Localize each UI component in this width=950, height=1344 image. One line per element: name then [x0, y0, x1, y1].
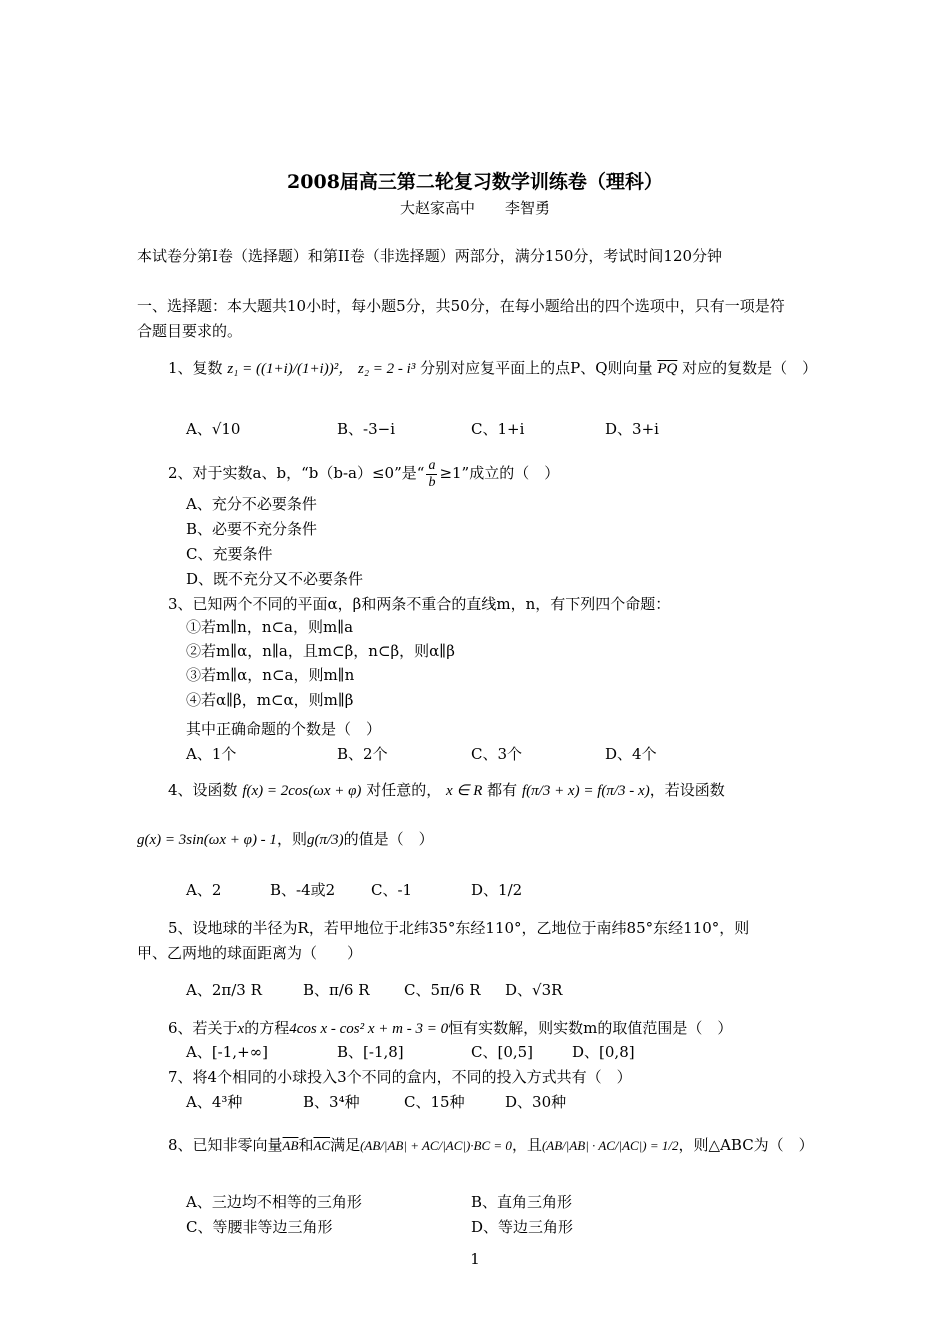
- q3-proposition-3: ③若m∥α，n⊂a，则m∥n: [186, 666, 355, 684]
- q8-condition-2: (AB/|AB| · AC/|AC|) = 1/2: [541, 1138, 679, 1153]
- q1-option-b: B、-3−i: [337, 420, 396, 438]
- q7-option-a: A、4³种: [186, 1093, 243, 1111]
- q1-option-c: C、1+i: [471, 420, 525, 438]
- question-5-line2: 甲、乙两地的球面距离为（ ）: [137, 944, 363, 962]
- q6-equation: 4cos x - cos² x + m - 3 = 0: [289, 1021, 449, 1037]
- question-8: 8、已知非零向量$\overline{AB}$和$\overline{AC}$满足(AB/|AB| + AC/|AC|)·BC = 0，且(AB/|AB| · AC/|AC|) = 1/2，则△ABC为（ ）: [168, 1136, 814, 1154]
- q6-option-d: D、[0,8]: [572, 1043, 635, 1061]
- q3-option-a: A、1个: [186, 745, 237, 763]
- q8-option-c: C、等腰非等边三角形: [186, 1218, 333, 1236]
- q6-option-a: A、[-1,+∞]: [186, 1043, 268, 1061]
- q5-option-d: D、√3R: [505, 981, 563, 999]
- q8-option-b: B、直角三角形: [471, 1193, 573, 1211]
- q5-option-b: B、π/6 R: [303, 981, 370, 999]
- section-heading-line1: 一、选择题：本大题共10小时，每小题5分，共50分，在每小题给出的四个选项中，只有一项是符: [137, 297, 785, 315]
- question-4-line2: g(x) = 3sin(ωx + φ) - 1，则g(π/3)的值是（ ）: [137, 830, 434, 848]
- q1-z1: z₁ = ((1+i)/(1+i))²，: [227, 361, 354, 377]
- q3-proposition-1: ①若m∥n，n⊂a，则m∥a: [186, 618, 354, 636]
- q3-option-c: C、3个: [471, 745, 523, 763]
- q8-option-a: A、三边均不相等的三角形: [186, 1193, 362, 1211]
- q3-question: 其中正确命题的个数是（ ）: [186, 720, 382, 738]
- q1-z2: z₂ = 2 - i³: [358, 361, 416, 377]
- q1-option-d: D、3+i: [605, 420, 659, 438]
- q2-fraction: $\frac{a}{b}$: [428, 457, 436, 490]
- question-6: 6、若关于x的方程4cos x - cos² x + m - 3 = 0恒有实数解，则实数m的取值范围是（ ）: [168, 1019, 733, 1037]
- section-heading-line2: 合题目要求的。: [137, 322, 243, 340]
- q7-option-b: B、3⁴种: [303, 1093, 360, 1111]
- q4-domain: x ∈ R: [446, 783, 483, 799]
- author-line: 大赵家高中 李智勇: [399, 199, 550, 217]
- q4-option-a: A、2: [186, 881, 222, 899]
- q2-option-a: A、充分不必要条件: [186, 495, 317, 513]
- question-3: 3、已知两个不同的平面α，β和两条不重合的直线m，n，有下列四个命题：: [168, 595, 671, 613]
- question-5-line1: 5、设地球的半径为R，若甲地位于北纬35°东经110°，乙地位于南纬85°东经110°，则: [168, 919, 750, 937]
- q6-option-c: C、[0,5]: [471, 1043, 534, 1061]
- q4-function-f: f(x) = 2cos(ωx + φ): [242, 783, 362, 799]
- question-7: 7、将4个相同的小球投入3个不同的盒内，不同的投入方式共有（ ）: [168, 1068, 632, 1086]
- q5-option-a: A、2π/3 R: [186, 981, 262, 999]
- q4-g-value: g(π/3): [306, 832, 344, 848]
- q7-option-c: C、15种: [404, 1093, 465, 1111]
- q7-option-d: D、30种: [505, 1093, 567, 1111]
- q1-vector: $\overline{PQ}$: [657, 361, 678, 377]
- q8-option-d: D、等边三角形: [471, 1218, 574, 1236]
- q6-option-b: B、[-1,8]: [337, 1043, 404, 1061]
- q2-option-c: C、充要条件: [186, 545, 273, 563]
- q4-option-c: C、-1: [371, 881, 413, 899]
- q4-option-b: B、-4或2: [270, 881, 336, 899]
- q4-option-d: D、1/2: [471, 881, 523, 899]
- q5-option-c: C、5π/6 R: [404, 981, 481, 999]
- question-2: 2、对于实数a、b，“b（b-a）≤0”是“ $\frac{a}{b}$ ≥1”成立的（ ）: [168, 457, 560, 490]
- intro-text: 本试卷分第I卷（选择题）和第II卷（非选择题）两部分，满分150分，考试时间120分钟: [137, 247, 723, 265]
- q4-condition: f(π/3 + x) = f(π/3 - x): [521, 783, 650, 799]
- page-title: 2008届高三第二轮复习数学训练卷（理科）: [287, 171, 663, 193]
- q3-proposition-4: ④若α∥β，m⊂α，则m∥β: [186, 691, 354, 709]
- q2-option-d: D、既不充分又不必要条件: [186, 570, 364, 588]
- q3-option-b: B、2个: [337, 745, 388, 763]
- q3-option-d: D、4个: [605, 745, 657, 763]
- q1-option-a: A、√10: [186, 420, 241, 438]
- q3-proposition-2: ②若m∥α，n∥a，且m⊂β，n⊂β，则α∥β: [186, 642, 455, 660]
- question-1: 1、复数 z₁ = ((1+i)/(1+i))²， z₂ = 2 - i³ 分别对应复平面上的点P、Q则向量 $\overline{PQ}$ 对应的复数是（ ）: [168, 359, 818, 377]
- q2-option-b: B、必要不充分条件: [186, 520, 318, 538]
- page-number: 1: [470, 1250, 480, 1268]
- q4-function-g: g(x) = 3sin(ωx + φ) - 1: [137, 832, 277, 848]
- q8-condition-1: (AB/|AB| + AC/|AC|)·BC = 0: [360, 1138, 512, 1153]
- question-4-line1: 4、设函数 f(x) = 2cos(ωx + φ) 对任意的， x ∈ R 都有 f(π/3 + x) = f(π/3 - x)，若设函数: [168, 781, 725, 799]
